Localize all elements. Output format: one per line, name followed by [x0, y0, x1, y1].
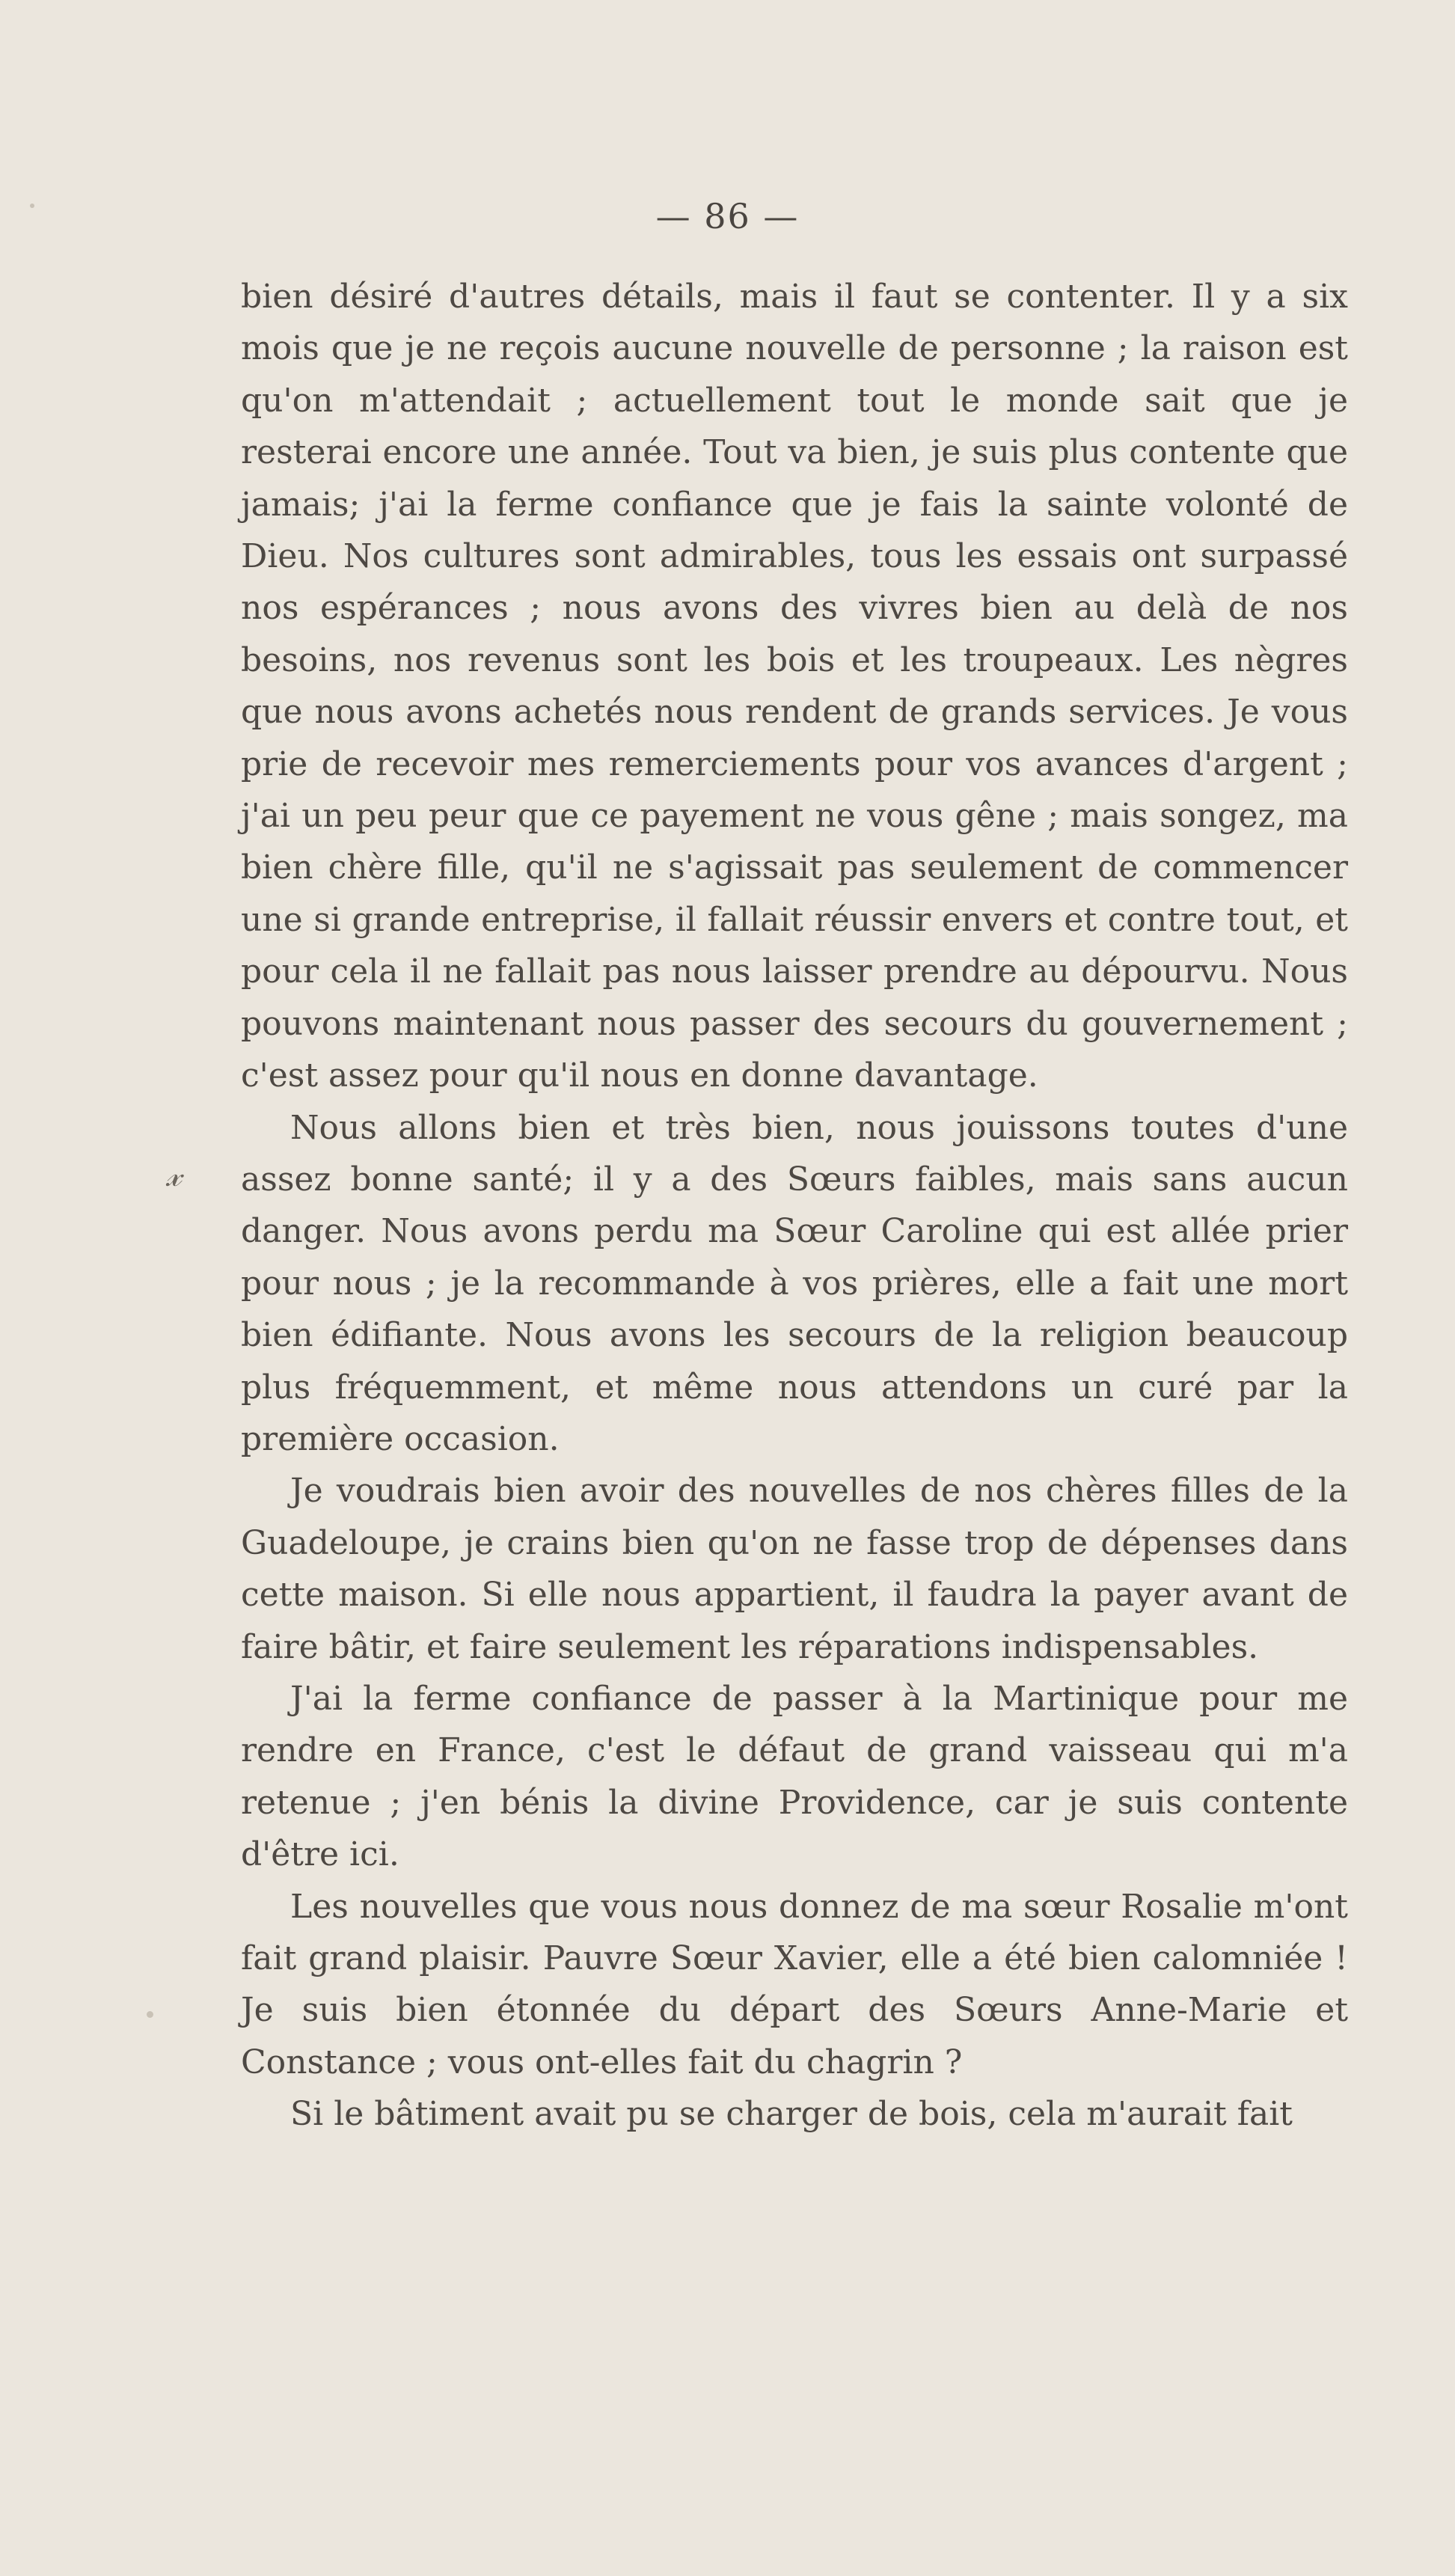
body-text [241, 271, 1348, 2141]
paper-speck [30, 204, 34, 208]
paragraph: Nous allons bien et très bien, nous jouissons toutes d'une assez bonne santé; il y a des Sœurs faibles, mais sans aucun danger. Nous avons perdu ma Sœur Caroline qui est allée prier pour nous ; je la recommande à vos prières, elle a fait une mort bien édifiante. Nous avons les secours de la religion beaucoup plus fréquemment, et même nous attendons un curé par la première occasion. [241, 1108, 1348, 1458]
paragraph: J'ai la ferme confiance de passer à la Martinique pour me rendre en France, c'est le défaut de grand vaisseau qui m'a retenue ; j'en bénis la divine Providence, car je suis contente d'être ici. [241, 1679, 1348, 1874]
paper-speck [147, 2011, 153, 2018]
page-number: — 86 — [655, 196, 800, 236]
paragraph: Si le bâtiment avait pu se charger de bois, cela m'aurait fait [290, 2095, 1293, 2134]
margin-annotation: 𝓍 [166, 1156, 182, 1194]
paragraph: Je voudrais bien avoir des nouvelles de nos chères filles de la Guadeloupe, je crains bien qu'on ne fasse trop de dépenses dans cette maison. Si elle nous appartient, il faudra la payer avant de faire bâtir, et faire seulement les réparations indispensables. [241, 1472, 1348, 1666]
paragraph: Les nouvelles que vous nous donnez de ma sœur Rosalie m'ont fait grand plaisir. Pauvre Sœur Xavier, elle a été bien calomniée ! Je suis bien étonnée du départ des Sœurs Anne-Marie et Constance ; vous ont-elles fait du chagrin ? [241, 1887, 1348, 2081]
paragraph: bien désiré d'autres détails, mais il faut se contenter. Il y a six mois que je ne reçois aucune nouvelle de personne ; la raison est qu'on m'attendait ; actuellement tout le monde sait que je resterai encore une année. Tout va bien, je suis plus contente que jamais; j'ai la ferme confiance que je fais la sainte volonté de Dieu. Nos cultures sont admirables, tous les essais ont surpassé nos espérances ; nous avons des vivres bien au delà de nos besoins, nos revenus sont les bois et les troupeaux. Les nègres que nous avons achetés nous rendent de grands services. Je vous prie de recevoir mes remerciements pour vos avances d'argent ; j'ai un peu peur que ce payement ne vous gêne ; mais songez, ma bien chère fille, qu'il ne s'agissait pas seulement de commencer une si grande entreprise, il fallait réussir envers et contre tout, et pour cela il ne fallait pas nous laisser prendre au dépourvu. Nous pouvons maintenant nous passer des secours du gouvernement ; c'est assez pour qu'il nous en donne davantage. [241, 278, 1348, 1095]
